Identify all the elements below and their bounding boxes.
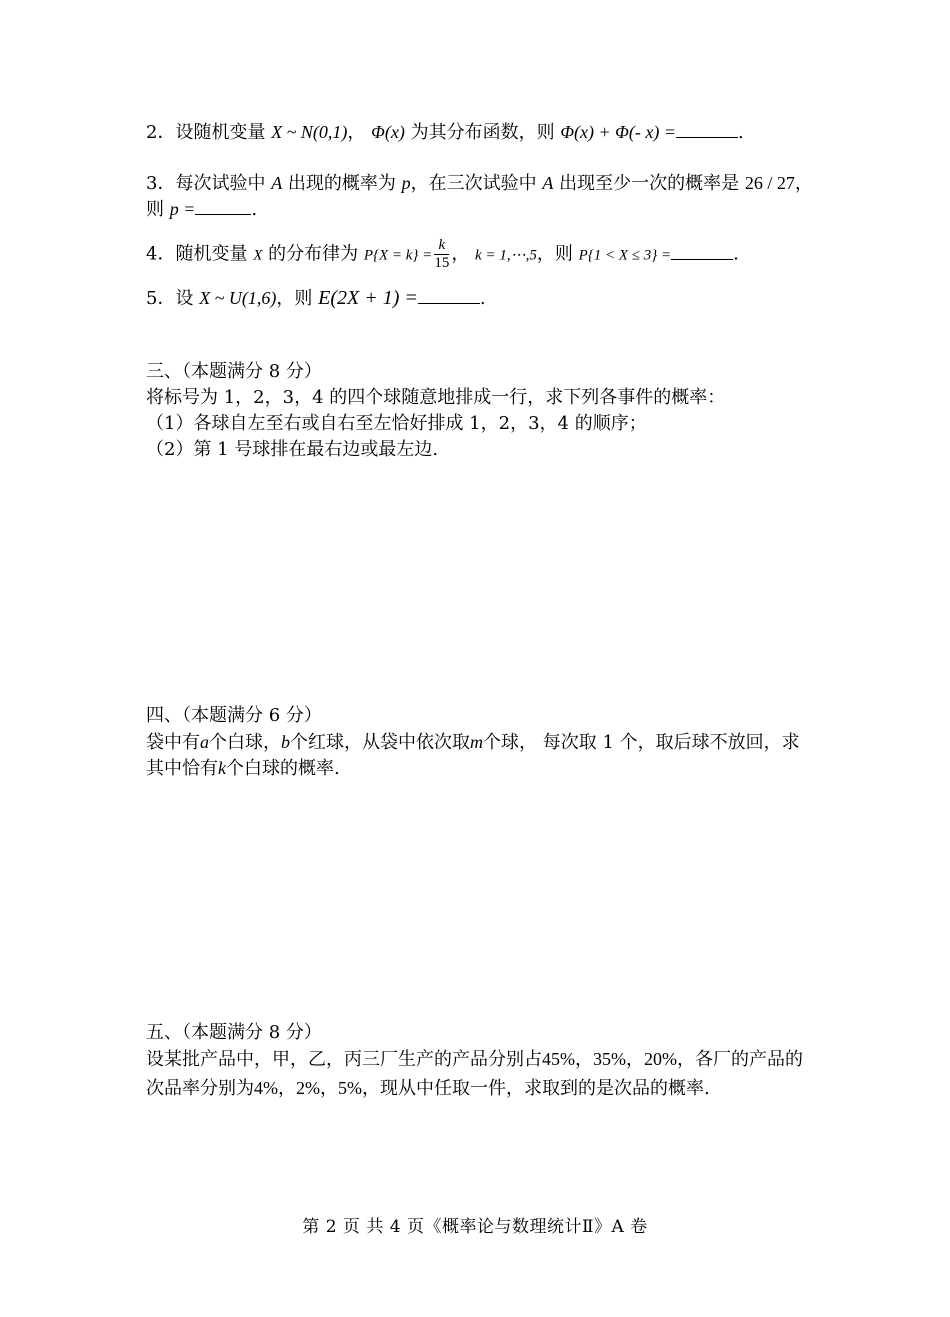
q5-answer-blank[interactable]	[418, 291, 480, 304]
s5-text2: ，各厂的产品的	[677, 1049, 803, 1070]
q3-value: 26 / 27	[744, 173, 795, 193]
q5-uniform-expr: X ~ U(1,6)	[199, 288, 277, 308]
s4-var-k: k	[218, 758, 226, 778]
q4-frac-num: k	[434, 237, 449, 255]
s4-text4: 个球， 每次取 1 个，取后球不放回，求	[483, 732, 800, 753]
q4-pmf-expr: P{X = k} =	[363, 247, 433, 264]
s5-rate-3: 5%	[338, 1078, 362, 1098]
q2-phi-expr: Φ(x)	[371, 122, 405, 142]
question-3-line1	[146, 171, 813, 196]
q4-prob-expr: P{1 < X ≤ 3} =	[578, 247, 672, 264]
section-4-line1	[146, 730, 800, 755]
s5-text3: 次品率分别为	[146, 1078, 254, 1099]
q3-text3: ，在三次试验中	[410, 173, 537, 194]
q3-text2: 出现的概率为	[287, 173, 396, 194]
s5-share-1: 45%	[542, 1049, 575, 1069]
s5-comma1: ，	[575, 1049, 593, 1070]
q4-range-expr: k = 1,⋯,5	[475, 247, 537, 264]
q2-end: .	[737, 122, 744, 143]
s4-var-b: b	[281, 732, 290, 752]
s5-rate-2: 2%	[296, 1078, 320, 1098]
section-3-line1: 将标号为 1，2，3，4 的四个球随意地排成一行，求下列各事件的概率：	[146, 387, 726, 408]
s5-comma3: ，	[278, 1078, 296, 1099]
s4-var-a: a	[200, 732, 209, 752]
q5-text2: ，则	[276, 288, 313, 309]
page-footer: 第 2 页 共 4 页《概率论与数理统计Ⅱ》A 卷	[302, 1217, 648, 1237]
section-3-title: 三、（本题满分 8 分）	[146, 361, 322, 382]
q4-text1: 4．随机变量	[146, 243, 248, 265]
section-3-line3: （2）第 1 号球排在最右边或最左边.	[146, 439, 439, 460]
q3-then: 则	[146, 199, 164, 220]
q3-event-a: A	[271, 173, 283, 193]
s5-text1: 设某批产品中，甲，乙，丙三厂生产的产品分别占	[146, 1049, 542, 1070]
question-5	[146, 286, 486, 311]
s5-rate-1: 4%	[254, 1078, 278, 1098]
s4-text3: 个红球，从袋中依次取	[290, 732, 470, 753]
section-5-line2	[146, 1076, 710, 1101]
s4-text5: 其中恰有	[146, 758, 218, 779]
q4-end: .	[733, 243, 739, 265]
q4-var-x: X	[253, 247, 263, 264]
section-5-line1	[146, 1047, 803, 1072]
s5-text4: ，现从中任取一件，求取到的是次品的概率.	[362, 1078, 710, 1099]
s5-comma4: ，	[320, 1078, 338, 1099]
s5-share-2: 35%	[593, 1049, 626, 1069]
q4-answer-blank[interactable]	[671, 247, 733, 260]
s4-text1: 袋中有	[146, 732, 200, 753]
q2-text: 为其分布函数，则	[410, 122, 555, 143]
s4-text6: 个白球的概率.	[226, 758, 340, 779]
q5-end: .	[479, 288, 486, 309]
q4-sep: ，	[451, 243, 470, 265]
q2-sep: ，	[347, 122, 366, 143]
q3-answer-blank[interactable]	[195, 202, 251, 215]
q2-answer-blank[interactable]	[676, 125, 738, 138]
q2-sum-expr: Φ(x) + Φ(- x) =	[560, 122, 676, 142]
question-3-line2	[146, 197, 257, 222]
q3-text1: 3．每次试验中	[146, 173, 266, 194]
q4-text2: 的分布律为	[268, 243, 359, 265]
q3-prob-p: p	[401, 173, 411, 193]
q5-text1: 5．设	[146, 288, 194, 309]
s5-comma2: ，	[626, 1049, 644, 1070]
s4-text2: 个白球，	[209, 732, 281, 753]
question-4	[146, 237, 739, 272]
section-5-title: 五、（本题满分 8 分）	[146, 1022, 322, 1043]
q4-text3: ，则	[536, 243, 573, 265]
q3-text4: 出现至少一次的概率是	[559, 173, 740, 194]
section-4-line2	[146, 756, 340, 781]
s4-var-m: m	[470, 732, 483, 752]
q3-p-eq: p =	[169, 199, 196, 219]
q2-distribution-expr: X ~ N(0,1)	[271, 122, 348, 142]
q5-expectation-expr: E(2X + 1) =	[318, 287, 418, 309]
section-4-title: 四、（本题满分 6 分）	[146, 705, 322, 726]
q2-number: 2．设随机变量	[146, 122, 266, 143]
q3-event-a2: A	[542, 173, 554, 193]
s5-share-3: 20%	[644, 1049, 677, 1069]
q3-end: .	[251, 199, 258, 220]
q4-frac-den: 15	[434, 255, 450, 271]
q4-fraction	[434, 237, 449, 272]
section-3-line2: （1）各球自左至右或自右至左恰好排成 1，2，3，4 的顺序；	[146, 413, 647, 434]
question-2	[146, 120, 744, 145]
q3-text5: ，	[794, 173, 813, 194]
